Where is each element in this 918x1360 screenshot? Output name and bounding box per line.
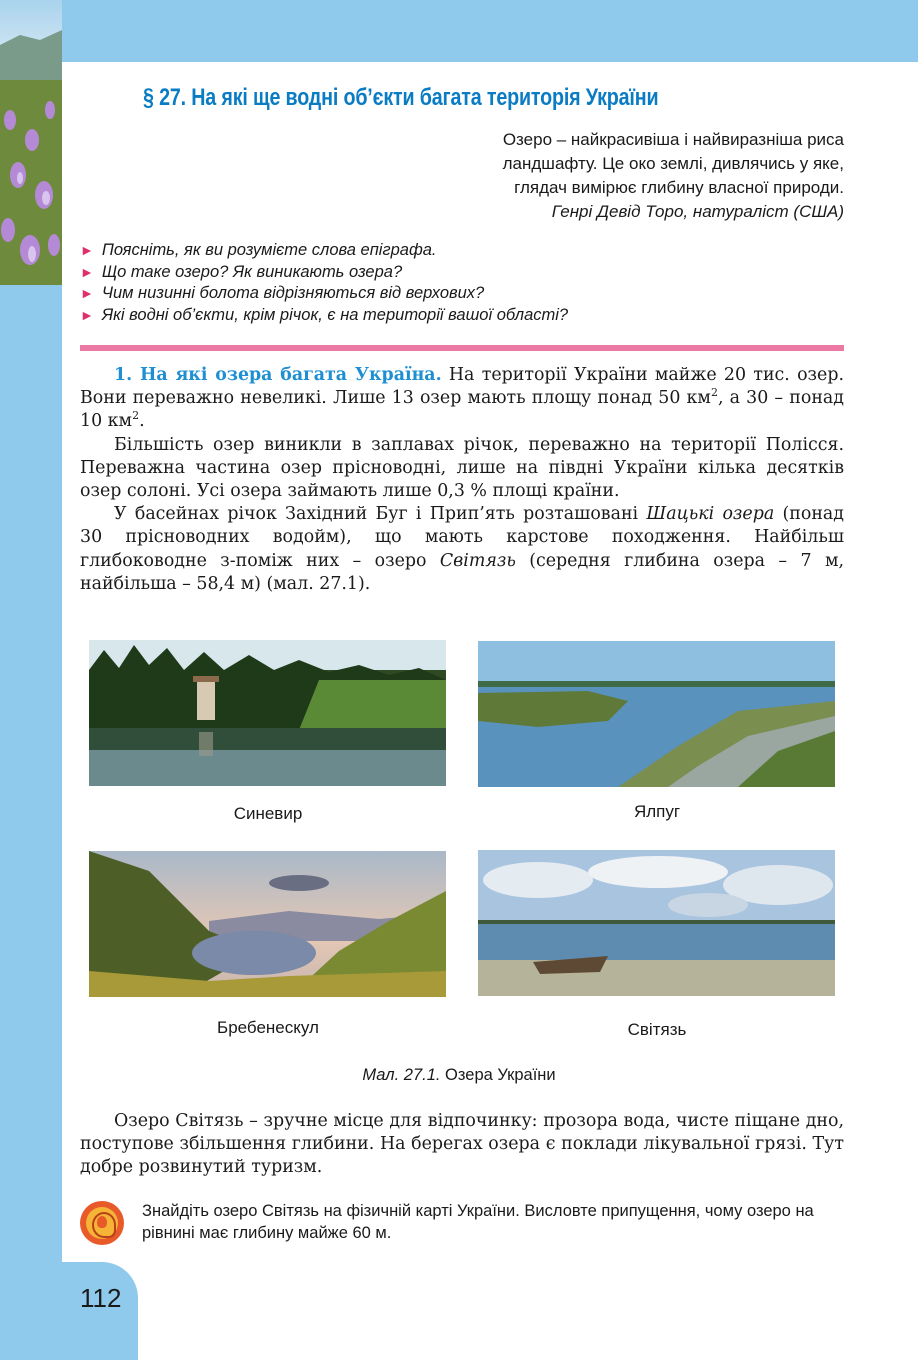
photo-synevyr (89, 640, 446, 786)
crocus-meadow-photo (0, 0, 62, 285)
paragraph: У басейнах річок Західний Буг і Прип’ять розташовані Шацькі озера (понад 30 прісноводних водойм), що мають карстове походження. Найбільш глибоководне з-поміж них – озеро Світязь (середня глибина озера – 7 м, найбільша – 58,4 м) (мал. 27.1). (80, 504, 844, 594)
question-item: ► Які водні об’єкти, крім річок, є на території вашої області? (80, 305, 569, 324)
question-item: ► Чим низинні болота відрізняються від верхових? (80, 284, 485, 302)
photo-brebeneskul (89, 851, 446, 997)
paragraph: Більшість озер виникли в заплавах річок, переважно на території Полісся. Переважна частина озер прісноводні, лише на півдні України кілька десятків озер солоні. Усі озера займають лише 0,3 % площі країни. (80, 434, 844, 502)
svitiaz-paragraph (80, 1110, 844, 1180)
photo-svitiaz (478, 850, 835, 996)
epigraph-line: ландшафту. Це око землі, дивлячись у яке, (502, 154, 844, 173)
page-title: § 27. На які ще водні об’єкти багата територія України (143, 84, 659, 111)
triangle-right-icon: ► (80, 306, 94, 323)
figure-label: Мал. 27.1. (362, 1066, 441, 1084)
section-heading: 1. На які озера багата Україна. (114, 365, 442, 385)
photo-caption: Ялпуг (633, 802, 681, 821)
photo-yalpuh (478, 641, 835, 787)
term-svitiaz: Світязь (439, 550, 516, 571)
question-item: ► Поясніть, як ви розумієте слова епіграфа. (80, 241, 437, 259)
epigraph-author: Генрі Девід Торо, натураліст (США) (551, 202, 844, 221)
top-header-band (0, 0, 918, 62)
photo-caption: Бребенескул (217, 1018, 319, 1037)
epigraph-line: глядач вимірює глибину власної природи. (514, 178, 844, 197)
page-number: 112 (80, 1283, 122, 1313)
triangle-right-icon: ► (80, 285, 94, 301)
triangle-right-icon: ► (80, 242, 94, 258)
warmup-questions (80, 240, 568, 326)
photo-caption: Світязь (627, 1020, 687, 1039)
paragraph: 1. На які озера багата Україна. На території України майже 20 тис. озер. Вони переважно невеликі. Лише 13 озер мають площу понад 50 $км^2$, а 30 – понад 10 $км^2$. (80, 365, 844, 432)
epigraph-text (424, 128, 844, 200)
photo-caption: Синевир (233, 804, 303, 823)
paragraph: Озеро Світязь – зручне місце для відпочинку: прозора вода, чисте піщане дно, поступове збільшення глибини. На берегах озера є поклади лікувальної грязі. Тут добре розвинутий туризм. (80, 1111, 844, 1178)
task-text: Знайдіть озеро Світязь на фізичній карті України. Висловте припущення, чому озеро на рівнині має глибину майже 60 м. (142, 1202, 814, 1242)
triangle-right-icon: ► (80, 263, 94, 280)
term-shatsk-lakes: Шацькі озера (646, 504, 775, 525)
section-divider (80, 345, 844, 351)
epigraph-line: Озеро – найкрасивіша і найвиразніша риса (502, 130, 844, 149)
lightbulb-head-icon (80, 1201, 124, 1245)
figure-caption: Мал. 27.1. Озера України (362, 1066, 556, 1084)
section-1-text (80, 364, 844, 596)
question-item: ► Що таке озеро? Як виникають озера? (80, 262, 403, 281)
